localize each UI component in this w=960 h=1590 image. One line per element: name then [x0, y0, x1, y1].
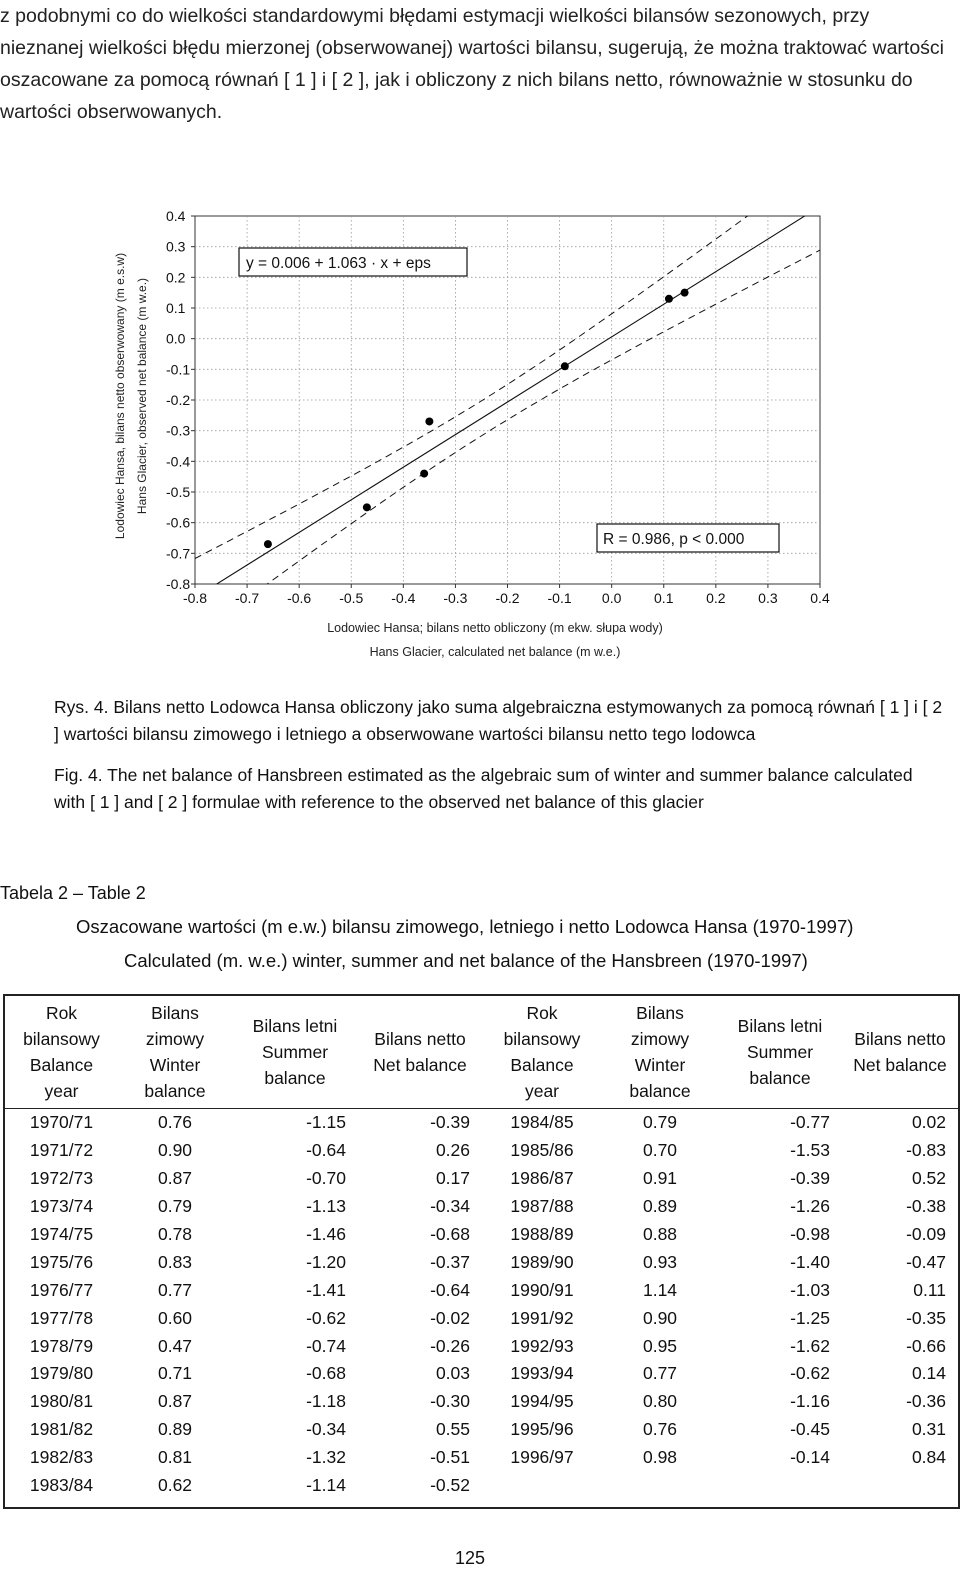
winter-cell: 0.77 [157, 1279, 193, 1300]
year-cell: 1995/96 [510, 1419, 574, 1440]
net-cell: -0.39 [430, 1112, 470, 1133]
winter-cell: 0.89 [642, 1196, 678, 1217]
net-cell: -0.30 [430, 1391, 470, 1412]
summer-cell: -1.40 [790, 1251, 830, 1272]
data-point [665, 295, 673, 303]
net-cell: -0.66 [906, 1335, 946, 1356]
summer-cell: -0.64 [306, 1140, 346, 1161]
summer-cell: -1.62 [790, 1335, 830, 1356]
summer-cell [718, 1472, 842, 1509]
winter-cell: 0.93 [642, 1251, 678, 1272]
net-cell: -0.38 [906, 1196, 946, 1217]
winter-cell: 0.87 [157, 1391, 193, 1412]
x-tick-label: -0.7 [235, 590, 260, 606]
net-cell: 0.84 [911, 1447, 946, 1468]
data-point [420, 470, 428, 478]
x-tick-label: 0.3 [758, 590, 778, 606]
x-tick-label: -0.3 [443, 590, 468, 606]
summer-cell: -0.62 [306, 1307, 346, 1328]
net-cell: 0.26 [435, 1140, 470, 1161]
winter-cell: 0.80 [642, 1391, 678, 1412]
table-row [4, 1388, 959, 1416]
table-row [4, 1193, 959, 1221]
year-cell: 1987/88 [510, 1196, 574, 1217]
year-cell: 1978/79 [29, 1335, 94, 1356]
stats-label: R = 0.986, p < 0.000 [603, 531, 745, 548]
header-winter: Bilans zimowy Winter balance [602, 995, 718, 1109]
net-cell: 0.17 [435, 1168, 470, 1189]
winter-cell: 0.76 [642, 1419, 678, 1440]
x-tick-label: 0.1 [654, 590, 674, 606]
winter-cell: 0.79 [642, 1112, 678, 1133]
table-label: Tabela 2 – Table 2 [0, 883, 146, 903]
body-paragraph: z podobnymi co do wielkości standardowymi błędami estymacji wielkości bilansów sezonowych, przy nieznanej wielkości błędu mierzonej (obserwowanej) wartości bilansu, sugerują, że można traktować wartości oszacowane za pomocą równań [ 1 ] i [ 2 ], jak i obliczony z nich bilans netto, równoważnie w stosunku do wartości obserwowanych. [0, 5, 945, 123]
net-cell: 0.52 [911, 1168, 946, 1189]
data-point [681, 289, 689, 297]
year-cell: 1985/86 [510, 1140, 574, 1161]
summer-cell: -1.53 [790, 1140, 830, 1161]
x-axis-title-en: Hans Glacier, calculated net balance (m w.e.) [369, 645, 621, 659]
summer-cell: -1.25 [790, 1307, 830, 1328]
net-cell: -0.36 [906, 1391, 946, 1412]
year-cell [482, 1472, 602, 1509]
net-cell: 0.03 [435, 1363, 470, 1384]
net-cell: -0.64 [430, 1279, 470, 1300]
y-tick-label: 0.4 [166, 208, 186, 224]
y-axis-title-pl: Lodowiec Hansa, bilans netto obserwowany (m e.s.w) [113, 252, 127, 540]
net-cell: 0.11 [913, 1279, 946, 1300]
winter-cell: 0.83 [157, 1251, 193, 1272]
summer-cell: -0.45 [790, 1419, 830, 1440]
year-cell: 1989/90 [510, 1251, 574, 1272]
table-row [4, 1472, 959, 1509]
header-summer: Bilans letni Summer balance [232, 995, 358, 1109]
header-net: Bilans netto Net balance [358, 995, 482, 1109]
net-cell: -0.37 [430, 1251, 470, 1272]
year-cell: 1991/92 [510, 1307, 574, 1328]
table-row [4, 1416, 959, 1444]
winter-cell: 0.77 [642, 1363, 678, 1384]
table-row [4, 1444, 959, 1472]
summer-cell: -0.70 [306, 1168, 346, 1189]
x-tick-label: -0.4 [391, 590, 416, 606]
year-cell: 1994/95 [510, 1391, 574, 1412]
header-net: Bilans netto Net balance [842, 995, 959, 1109]
summer-cell: -0.39 [790, 1168, 830, 1189]
y-tick-label: -0.6 [166, 514, 191, 531]
winter-cell: 0.78 [157, 1224, 193, 1244]
x-axis-title-pl: Lodowiec Hansa; bilans netto obliczony (m ekw. słupa wody) [327, 621, 663, 635]
summer-cell: -0.74 [306, 1335, 346, 1356]
winter-cell [602, 1472, 718, 1509]
net-cell: -0.51 [430, 1447, 470, 1468]
data-point [363, 503, 371, 511]
balance-table [3, 994, 960, 1509]
figure-caption-pl: Rys. 4. Bilans netto Lodowca Hansa obliczony jako suma algebraiczna estymowanych za pomocą równań [ 1 ] i [ 2 ] wartości bilansu zimowego i letniego a obserwowane wartości bilansu netto tego lodowca [54, 697, 943, 744]
summer-cell: -1.16 [790, 1391, 830, 1412]
net-cell: -0.83 [906, 1140, 946, 1161]
summer-cell: -1.14 [306, 1475, 346, 1496]
y-tick-label: -0.8 [166, 576, 191, 592]
header-year: Rok bilansowy Balance year [4, 995, 118, 1109]
winter-cell: 0.47 [157, 1335, 193, 1356]
x-tick-label: -0.5 [339, 590, 364, 606]
summer-cell: -0.34 [306, 1419, 346, 1440]
summer-cell: -0.62 [790, 1363, 830, 1384]
equation-label: y = 0.006 + 1.063 · x + eps [246, 255, 431, 272]
y-tick-label: -0.2 [166, 392, 191, 408]
year-cell: 1992/93 [510, 1335, 574, 1356]
x-tick-label: 0.4 [810, 590, 830, 606]
winter-cell: 0.89 [157, 1419, 193, 1440]
winter-cell: 1.14 [642, 1279, 678, 1300]
year-cell: 1974/75 [29, 1224, 94, 1244]
year-cell: 1980/81 [29, 1391, 94, 1412]
table-row [4, 1221, 959, 1249]
net-cell: 0.02 [911, 1112, 946, 1133]
year-cell: 1976/77 [29, 1279, 94, 1300]
page-number: 125 [455, 1548, 486, 1568]
summer-cell: -0.98 [790, 1224, 830, 1244]
x-tick-label: -0.8 [182, 590, 208, 606]
year-cell: 1984/85 [510, 1112, 574, 1133]
net-cell: -0.47 [906, 1251, 946, 1272]
scatter-chart [100, 196, 847, 672]
summer-cell: -1.13 [306, 1196, 346, 1217]
data-point [264, 540, 272, 548]
table-header-row [4, 995, 959, 1109]
winter-cell: 0.60 [157, 1307, 193, 1328]
net-cell [842, 1472, 959, 1509]
summer-cell: -1.46 [306, 1224, 346, 1244]
table-row [4, 1248, 959, 1276]
summer-cell: -0.77 [790, 1112, 830, 1133]
summer-cell: -1.18 [306, 1391, 346, 1412]
x-tick-label: -0.6 [287, 590, 312, 606]
winter-cell: 0.81 [157, 1447, 193, 1468]
figure-caption-en: Fig. 4. The net balance of Hansbreen estimated as the algebraic sum of winter and summer balance calculated with [ 1 ] and [ 2 ] formulae with reference to the observed net balance of this glacier [54, 765, 913, 812]
x-tick-label: -0.1 [547, 590, 572, 606]
winter-cell: 0.70 [642, 1140, 678, 1161]
winter-cell: 0.91 [642, 1168, 678, 1189]
x-tick-label: 0.2 [706, 590, 726, 606]
winter-cell: 0.90 [157, 1140, 193, 1161]
table-title-pl: Oszacowane wartości (m e.w.) bilansu zimowego, letniego i netto Lodowca Hansa (1970-1997) [76, 916, 854, 937]
summer-cell: -1.32 [306, 1447, 346, 1468]
y-tick-label: 0.1 [166, 300, 186, 316]
year-cell: 1975/76 [29, 1251, 94, 1272]
net-cell: -0.68 [430, 1224, 470, 1244]
header-summer: Bilans letni Summer balance [718, 995, 842, 1109]
table-row [4, 1304, 959, 1332]
year-cell: 1972/73 [29, 1168, 94, 1189]
winter-cell: 0.90 [642, 1307, 678, 1328]
data-point [425, 417, 433, 425]
header-winter: Bilans zimowy Winter balance [118, 995, 232, 1109]
net-cell: -0.35 [906, 1307, 946, 1328]
year-cell: 1982/83 [29, 1447, 94, 1468]
y-tick-label: -0.3 [166, 422, 191, 439]
net-cell: -0.09 [906, 1224, 946, 1244]
summer-cell: -1.15 [306, 1112, 346, 1133]
winter-cell: 0.95 [642, 1335, 678, 1356]
net-cell: 0.31 [911, 1419, 946, 1440]
year-cell: 1988/89 [510, 1224, 574, 1244]
y-tick-label: -0.1 [166, 361, 191, 378]
figure-4 [100, 196, 847, 672]
year-cell: 1986/87 [510, 1168, 574, 1189]
year-cell: 1981/82 [29, 1419, 94, 1440]
winter-cell: 0.88 [642, 1224, 678, 1244]
x-tick-label: 0.0 [601, 590, 622, 606]
table-row [4, 1165, 959, 1193]
year-cell: 1983/84 [29, 1475, 94, 1496]
summer-cell: -1.26 [790, 1196, 830, 1217]
year-cell: 1971/72 [29, 1140, 94, 1161]
winter-cell: 0.76 [157, 1112, 193, 1133]
winter-cell: 0.98 [642, 1447, 678, 1468]
table-row [4, 1360, 959, 1388]
winter-cell: 0.79 [157, 1196, 193, 1217]
summer-cell: -0.68 [306, 1363, 346, 1384]
year-cell: 1990/91 [510, 1279, 574, 1300]
net-cell: 0.14 [911, 1363, 946, 1384]
table-row [4, 1276, 959, 1304]
net-cell: 0.55 [435, 1419, 470, 1440]
year-cell: 1977/78 [29, 1307, 94, 1328]
year-cell: 1970/71 [29, 1112, 94, 1133]
winter-cell: 0.71 [157, 1363, 193, 1384]
y-axis-title-en: Hans Glacier, observed net balance (m w.e.) [135, 277, 149, 515]
y-tick-label: -0.5 [166, 484, 191, 500]
table-row [4, 1109, 959, 1137]
data-point [561, 362, 569, 370]
y-tick-label: 0.3 [166, 238, 186, 255]
y-tick-label: 0.0 [166, 330, 186, 347]
net-cell: -0.02 [430, 1307, 470, 1328]
summer-cell: -1.03 [790, 1279, 830, 1300]
table-row [4, 1332, 959, 1360]
y-tick-label: -0.7 [166, 545, 191, 562]
year-cell: 1979/80 [29, 1363, 94, 1384]
header-year: Rok bilansowy Balance year [482, 995, 602, 1109]
year-cell: 1973/74 [29, 1196, 94, 1217]
net-cell: -0.34 [430, 1196, 470, 1217]
winter-cell: 0.62 [157, 1475, 193, 1496]
year-cell: 1996/97 [510, 1447, 574, 1468]
net-cell: -0.26 [430, 1335, 470, 1356]
net-cell: -0.52 [430, 1475, 470, 1496]
year-cell: 1993/94 [510, 1363, 574, 1384]
x-tick-label: -0.2 [495, 590, 520, 606]
table-title-en: Calculated (m. w.e.) winter, summer and net balance of the Hansbreen (1970-1997) [124, 950, 808, 971]
y-tick-label: -0.4 [166, 453, 191, 470]
winter-cell: 0.87 [157, 1168, 193, 1189]
summer-cell: -1.41 [306, 1279, 346, 1300]
y-tick-label: 0.2 [166, 269, 186, 286]
table-row [4, 1137, 959, 1165]
summer-cell: -1.20 [306, 1251, 346, 1272]
summer-cell: -0.14 [790, 1447, 830, 1468]
